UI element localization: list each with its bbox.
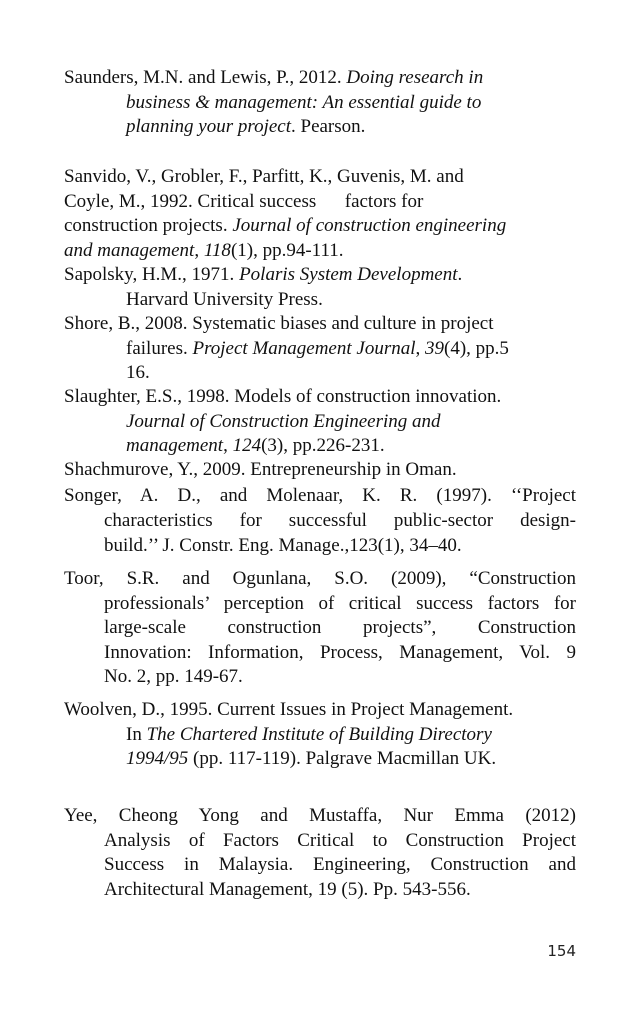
text-run: Songer, A. D., and Molenaar, K. R. (1997). ‘‘Project <box>64 485 576 506</box>
text-run: Success in Malaysia. Engineering, Construction and <box>104 854 576 875</box>
text-run: Saunders, M.N. and Lewis, P., 2012. <box>64 67 347 88</box>
reference-entry-songer <box>64 483 576 558</box>
reference-line <box>64 214 576 239</box>
text-run: Shachmurove, Y., 2009. Entrepreneurship in Oman. <box>64 459 457 480</box>
reference-entry-sanvido <box>64 165 576 263</box>
reference-line <box>64 190 576 215</box>
reference-entry-slaughter <box>64 385 576 459</box>
text-run: Toor, S.R. and Ogunlana, S.O. (2009), “Construction <box>64 568 576 589</box>
page-number: 154 <box>547 942 576 960</box>
reference-line <box>64 385 576 410</box>
reference-line <box>64 723 576 748</box>
italic-text: planning your project <box>126 116 291 137</box>
text-run: Harvard University Press. <box>126 288 323 310</box>
italic-text: management <box>126 435 224 456</box>
italic-text: 39 <box>425 337 445 359</box>
reference-line <box>64 361 576 386</box>
reference-entry-yee <box>64 804 576 902</box>
reference-line <box>64 508 576 533</box>
text-run: (4), pp.5 <box>444 337 509 359</box>
italic-text: business & management: An essential guide to <box>126 91 482 113</box>
reference-line <box>64 288 576 313</box>
reference-line <box>64 853 576 878</box>
text-run: Sanvido, V., Grobler, F., Parfitt, K., Guvenis, M. and <box>64 166 464 187</box>
text-run: . <box>457 264 463 285</box>
text-run: Innovation: Information, Process, Management, Vol. 9 <box>104 641 576 663</box>
italic-text: 118 <box>203 239 231 261</box>
italic-text: 124 <box>232 435 262 456</box>
italic-text: Journal of construction engineering <box>232 215 507 236</box>
text-run: Yee, Cheong Yong and Mustaffa, Nur Emma (2012) <box>64 805 576 826</box>
reference-entry-toor <box>64 567 576 690</box>
text-run: Slaughter, E.S., 1998. Models of construction innovation. <box>64 386 502 407</box>
reference-line <box>64 533 576 558</box>
text-run: failures. <box>126 337 193 359</box>
text-run: Analysis of Factors Critical to Construction Project <box>104 829 576 851</box>
reference-line <box>64 641 576 666</box>
reference-line <box>64 804 576 829</box>
italic-text: 1994/95 <box>126 748 189 769</box>
text-run: Shore, B., 2008. Systematic biases and culture in project <box>64 313 494 334</box>
reference-line <box>64 337 576 362</box>
reference-entry-sapolsky <box>64 263 576 312</box>
reference-entry-woolven <box>64 698 576 772</box>
reference-line <box>64 878 576 903</box>
reference-line <box>64 592 576 617</box>
reference-line <box>64 665 576 690</box>
text-run: Sapolsky, H.M., 1971. <box>64 264 240 285</box>
italic-text: Journal of Construction Engineering and <box>126 410 441 432</box>
reference-line <box>64 239 576 264</box>
reference-line <box>64 698 576 723</box>
reference-line <box>64 616 576 641</box>
reference-entry-shore <box>64 312 576 386</box>
italic-text: and management <box>64 239 195 261</box>
italic-text: Doing research in <box>346 67 484 88</box>
text-run: , <box>223 435 233 456</box>
reference-line <box>64 312 576 337</box>
text-run: , <box>194 239 204 261</box>
reference-line <box>64 66 576 91</box>
text-run: construction projects. <box>64 215 233 236</box>
reference-entry-shachmurove <box>64 458 576 483</box>
text-run: professionals’ perception of critical success factors for <box>104 592 576 614</box>
text-run: Architectural Management, 19 (5). Pp. 543-556. <box>104 878 471 900</box>
reference-entry-saunders <box>64 66 576 140</box>
text-run: In <box>126 723 147 745</box>
reference-line <box>64 829 576 854</box>
reference-line <box>64 483 576 508</box>
text-run: 16. <box>126 362 150 383</box>
text-run: build.’’ J. Constr. Eng. Manage.,123(1), 34–40. <box>104 535 462 556</box>
reference-line <box>64 410 576 435</box>
text-run: No. 2, pp. 149-67. <box>104 666 243 687</box>
text-run: Coyle, M., 1992. Critical success factors for <box>64 190 424 212</box>
reference-line <box>64 115 576 140</box>
text-run: (3), pp.226-231. <box>261 435 385 456</box>
reference-line <box>64 567 576 592</box>
reference-line <box>64 263 576 288</box>
text-run: , <box>415 337 426 359</box>
text-run: characteristics for successful public-sector design- <box>104 510 576 531</box>
text-run: large-scale construction projects”, Construction <box>104 617 576 638</box>
reference-line <box>64 747 576 772</box>
italic-text: The Chartered Institute of Building Directory <box>146 723 492 745</box>
text-run: (1), pp.94-111. <box>230 239 344 261</box>
text-run: . Pearson. <box>291 116 366 137</box>
italic-text: Polaris System Development <box>239 264 458 285</box>
reference-line <box>64 165 576 190</box>
reference-line <box>64 434 576 459</box>
text-run: (pp. 117-119). Palgrave Macmillan UK. <box>188 748 497 769</box>
text-run: Woolven, D., 1995. Current Issues in Project Management. <box>64 699 514 720</box>
reference-line <box>64 91 576 116</box>
italic-text: Project Management Journal <box>192 337 416 359</box>
reference-line <box>64 458 576 483</box>
